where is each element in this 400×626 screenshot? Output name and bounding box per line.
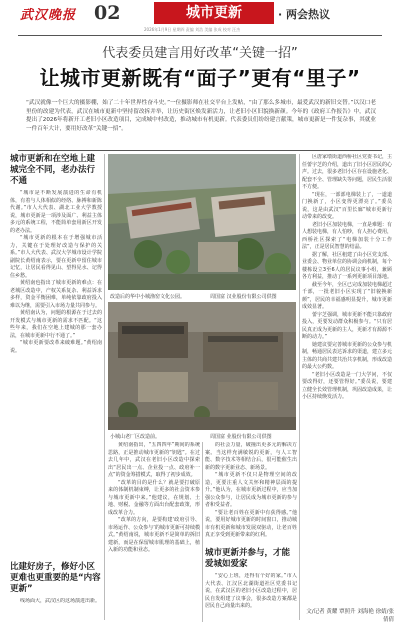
- left-column: [10, 154, 102, 624]
- right-column: [302, 154, 392, 604]
- body-paragraph: “现在，一部部电梯装上了，一道道门换新了，小区变得更漂亮了。”委员说，这是由武汉“百里长廊”城市更新行动带来的改变。: [302, 191, 392, 220]
- column-divider: [202, 442, 203, 622]
- body-paragraph: 蕾宇芝强调，城市更新不能只靠政府投入，更要发动群众积极参与。“只有居民真正成为更新的主人，更新才有源源不断的动力。”: [302, 311, 392, 340]
- body-paragraph: “老旧小区改造是一门大学问，不仅要改得好，还要管得好。”委员说，要建立健全长效管理机制，巩固改造成果，让小区持续焕发活力。: [302, 371, 392, 400]
- photo-credit-1: 周国富 汉业股份有限公司供图: [210, 294, 277, 300]
- left-subhead-2: 比建好房子，修好小区更难也更重要的是“内容更新”: [10, 562, 101, 594]
- main-headline: 让城市更新既有“面子”更有“里子”: [39, 66, 361, 90]
- middle-subhead: 城市更新并参与，才能爱城如爱家: [205, 548, 291, 569]
- body-paragraph: “安心上班，还得有个好的家。”市人大代表、江汉区北湖街道社区党委书记说，在武汉区的老旧小区改造过程中，居民自发组建了议事会，很多改造方案都是居民自己商量出来的。: [205, 573, 297, 609]
- body-paragraph: 区唐家墩街道西桥社区党委书记，主任蕾宇芝的介绍，道出了旧小区居民的心声。过去，很多老旧小区存在设施老化、配套不全、管理缺失等问题，居民生活很不方便。: [302, 154, 392, 190]
- body-paragraph: 截至今年，全区已完成加装电梯超过千部，一批老旧小区实现了“旧貌换新颜”，居民的幸福感明显提升，城市更新成效显著。: [302, 281, 392, 310]
- middle-column-b: [205, 442, 297, 624]
- top-rule: [18, 35, 382, 36]
- page-number: 02: [94, 2, 121, 24]
- photo-credit-2: 周国富 业股份有限公司供图: [210, 434, 272, 440]
- reporter-byline: 文/记者 黄耀 覃照升 刘海艳 徐婧/张倩倩: [306, 609, 394, 623]
- body-paragraph: “城市是不断发展演进的生命有机体，有着与人体相似的经络、脉搏和新陈代谢。”市人大代表、湖北工业大学教授说，城市更新是一项涉及面广、利益主体多元的系统工程，不能简单套用新区开发的老办法。: [10, 190, 102, 234]
- body-paragraph: “城市更新的根本在于增强城市活力，关键在于处理好改造与保护的关系。”市人大代表、武汉大学城市设计学院副院长黄绍南表示，要在更新中留住城市记忆，让居民看得见山、望得见水、记得住乡愁。: [10, 235, 102, 279]
- body-paragraph: 黄绍南认为，问题的根源在于过去的开发模式与城市更新的需求不匹配。“这些年来，我们在空地上建城的那一套办法，在城市更新中行不通了。”: [10, 310, 102, 339]
- column-divider: [299, 154, 300, 620]
- photo-factory-before: [108, 302, 296, 430]
- body-paragraph: 线场面大，武汉区的这场演进出新。: [20, 598, 101, 604]
- kicker-headline: 代表委员建言用好改革“关键一招”: [102, 46, 298, 61]
- middle-column-a: [108, 442, 200, 624]
- body-paragraph: 据了解，社区租建了由小区党支部、业委会、物业单位的协调会商机制，每个楼栋设立3至6人的居民议事小组，兼顾各方利益，推动了一系列更新项目落地。: [302, 251, 392, 280]
- lede-paragraph: “武汉就像一个巨大的摄影棚，始了二十年世界性奋斗史。”一位摄影师在社交平台上发帖，“由了那么多城市，最爱武汉的新旧交替。”以汉口老里份的改建为代表，武汉在城市更新中坚持留改拆并举，让历史街区焕发新活力，让老旧小区旧貌换新颜。今年的《政府工作报告》中，武汉提出了2026年将新开工老旧小区改造项目，完成城中村改造，推动城市有机更新。代表委员们纷纷建言献策，城市更新是一件复杂事，其就业一件百年大计，要用好改革“关键一招”。: [26, 100, 376, 132]
- column-divider: [104, 154, 105, 620]
- lede-rule: [18, 150, 382, 151]
- section-subtitle: · 两会热议: [278, 8, 331, 21]
- photo-park-aerial: [108, 154, 296, 290]
- left-subhead-1: 城市更新和在空地上建城完全不同，老办法行不通: [10, 154, 96, 186]
- photo-caption-1: 改造后的华中小城渔窑文化公园。: [110, 294, 186, 300]
- newspaper-masthead: 武汉晚报: [20, 8, 77, 23]
- section-title: 城市更新: [154, 2, 274, 24]
- body-paragraph: 黄绍南指出，“五四四年”期间的系统思路，正是推动城市更新的“钥匙”。在过去几年中，武汉在老旧小区改造中探索出“居民出一点、企业投一点、政府补一点”的资金筹措模式，取得了初步成效。: [108, 442, 200, 478]
- body-paragraph: “城市更新要改革来破难题。”黄绍南说。: [10, 340, 102, 354]
- body-paragraph: “要让老百姓在更新中有获得感。”他说，要用好城市更新的时间窗口，推动城市有机更新和城市发展双驱动，让老百姓真正享受到更新带来的红利。: [205, 509, 297, 538]
- body-paragraph: “改革的方向，是要构建‘政府引导、市场运作、公众参与’的城市更新可持续模式。”黄绍南说，城市更新不是简单的拆旧建新，而是在保留城市肌理的基础上，植入新的功能和业态。: [108, 517, 200, 553]
- body-paragraph: 的社会力量，破撞出更多元的解决方案。当这样充满敏锐的更新，与人工智能、数字技术等相结合后，很可能催生出新的数字更新业态、新场景。: [205, 442, 297, 471]
- photo-caption-2: 小城山老厂区改造前。: [110, 434, 161, 440]
- dateline: 2026年1月9日 星期四 责编 刘浩 美编 张成 校对 汪杰: [144, 27, 241, 32]
- left-column-body: [10, 190, 102, 558]
- body-paragraph: 她建议要完善城市更新的公众参与机制，畅通居民表达诉求的渠道，建立多元主体的共商共建共治共享机制，形成改造的最大公约数。: [302, 341, 392, 370]
- body-paragraph: 黄绍南也指出了城市更新的难点：在老城区改造中，产权关系复杂、利益诉求多样，资金平衡困难，单纯依靠政府投入难以为继，需要引入市场力量共同参与。: [10, 280, 102, 309]
- body-paragraph: 老旧小区加装电梯，一直是难题：有人想装电梯，有人怕吵，有人担心费用，西桥社区探索了“电梯加装十分工作法”，正是居民智慧的结晶。: [302, 221, 392, 250]
- body-paragraph: “城市更新不仅只是物理空间的改造，更要注重人文关怀和精神层面的提升。”他认为，在城市更新过程中，应当加强公众参与，让居民成为城市更新的参与者和受益者。: [205, 472, 297, 508]
- body-paragraph: “改革的目的是什么？就是要打破原来的体制机制束缚，让更多的社会资本参与城市更新中来。”他建议，在规划、土地、财税、金融等方面出台配套政策，形成改革合力。: [108, 479, 200, 516]
